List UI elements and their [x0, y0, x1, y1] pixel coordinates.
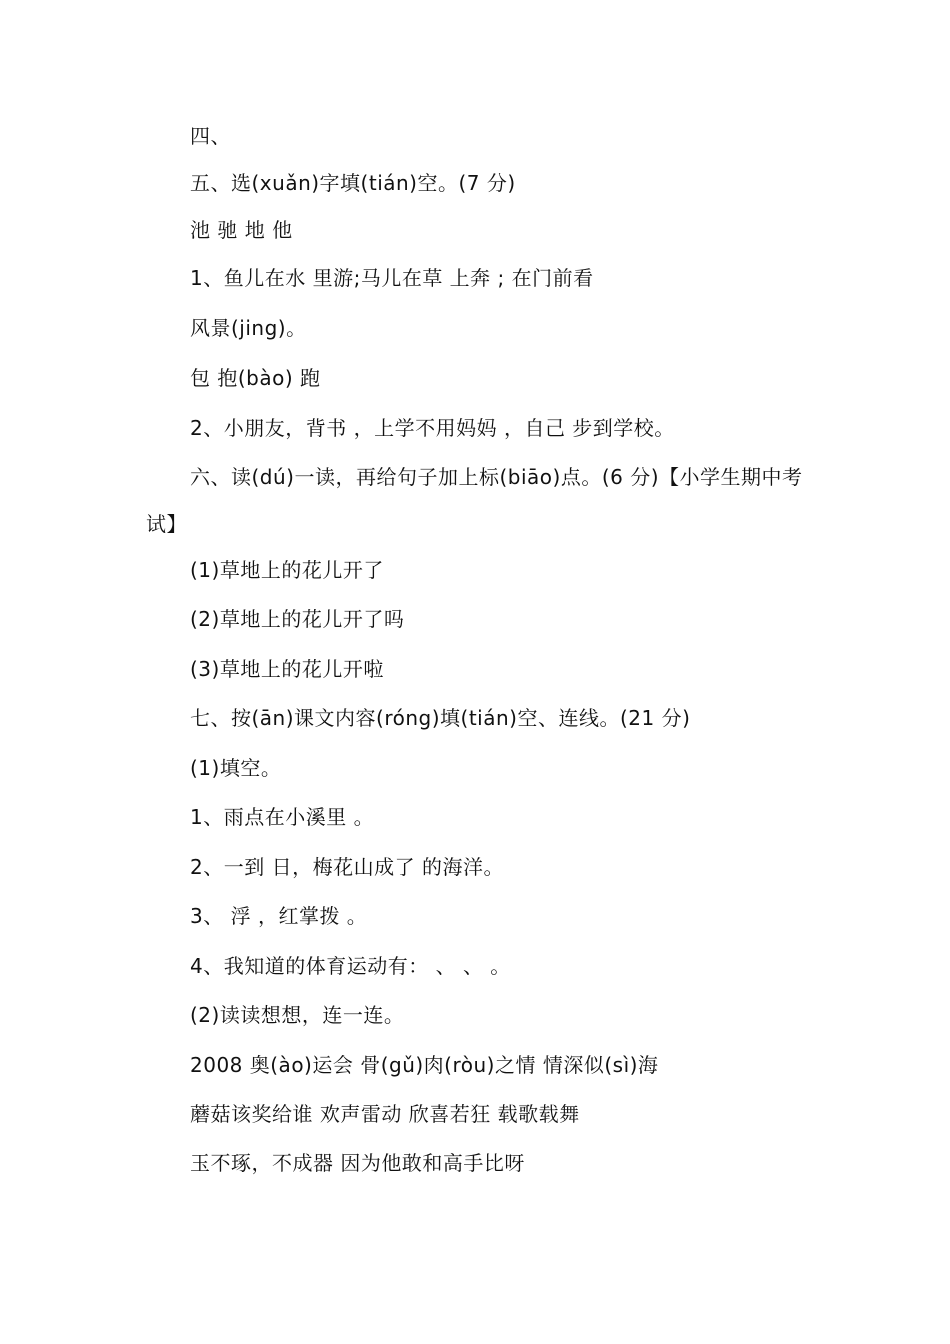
matching-row-1: 2008 奥(ào)运会 骨(gǔ)肉(ròu)之情 情深似(sì)海 — [190, 1053, 659, 1077]
sentence-2: (2)草地上的花儿开了吗 — [190, 607, 405, 631]
section-six-heading-wrap: 试】 — [146, 512, 187, 536]
fill-blank-2: 2、一到 日，梅花山成了 的海洋。 — [190, 855, 504, 879]
fill-blank-4: 4、我知道的体育运动有： 、 、 。 — [190, 954, 511, 978]
fill-blank-3: 3、 浮 ，红掌拨 。 — [190, 904, 368, 928]
matching-row-2: 蘑菇该奖给谁 欢声雷动 欣喜若狂 载歌载舞 — [190, 1102, 580, 1126]
fill-blank-heading: (1)填空。 — [190, 756, 282, 780]
sentence-3: (3)草地上的花儿开啦 — [190, 657, 384, 681]
section-seven-heading: 七、按(ān)课文内容(róng)填(tián)空、连线。(21 分) — [190, 706, 691, 730]
matching-row-3: 玉不琢，不成器 因为他敢和高手比呀 — [190, 1151, 525, 1175]
section-five-heading: 五、选(xuǎn)字填(tián)空。(7 分) — [190, 171, 516, 195]
section-four-heading: 四、 — [190, 124, 231, 148]
word-choices-2: 包 抱(bào) 跑 — [190, 366, 321, 390]
matching-heading: (2)读读想想，连一连。 — [190, 1003, 405, 1027]
fill-blank-1: 1、雨点在小溪里 。 — [190, 805, 375, 829]
question-5-1-continued: 风景(jing)。 — [190, 316, 307, 340]
sentence-1: (1)草地上的花儿开了 — [190, 558, 384, 582]
section-six-heading: 六、读(dú)一读，再给句子加上标(biāo)点。(6 分)【小学生期中考 — [190, 465, 803, 489]
question-5-1: 1、鱼儿在水 里游;马儿在草 上奔 ; 在门前看 — [190, 266, 594, 290]
question-5-2: 2、小朋友，背书 ，上学不用妈妈 ，自己 步到学校。 — [190, 416, 675, 440]
word-choices-1: 池 驰 地 他 — [190, 218, 293, 242]
